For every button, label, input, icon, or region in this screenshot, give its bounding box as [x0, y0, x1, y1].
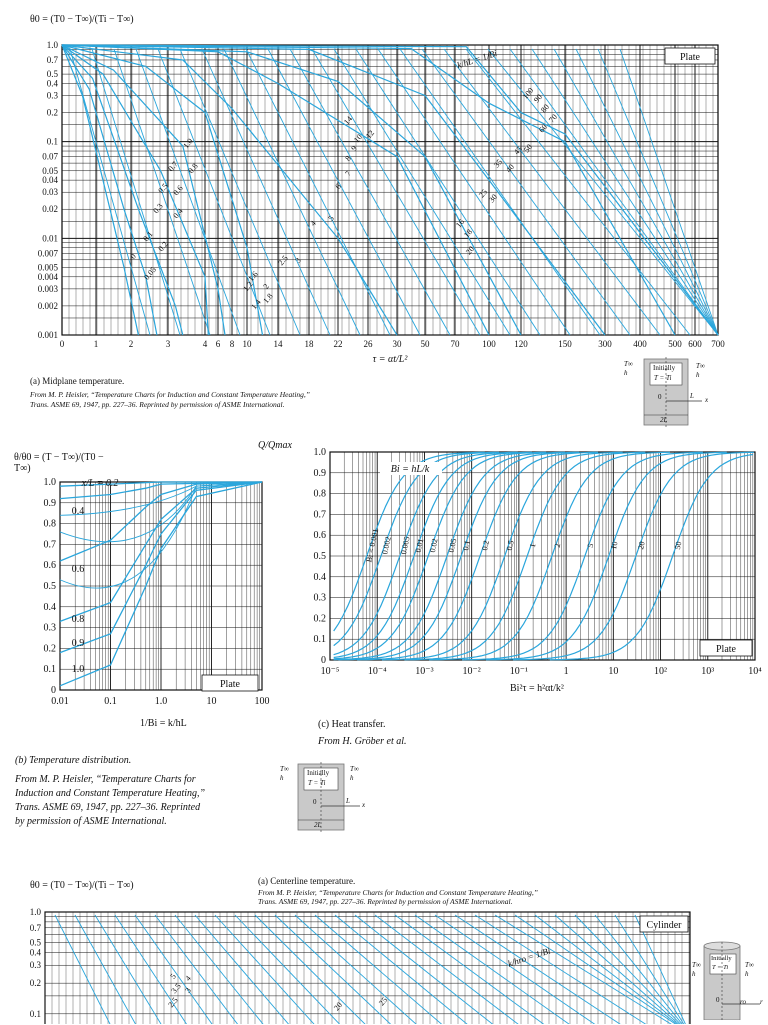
- x-tick-label: 150: [558, 339, 572, 349]
- curve-label: 16: [454, 217, 467, 230]
- curve-label: 4: [308, 218, 318, 228]
- curve-label: 8: [343, 153, 353, 163]
- cyl-initially: Initially: [711, 955, 732, 962]
- slab-diagram-top: [620, 355, 720, 430]
- curve-family-line: [295, 915, 427, 1024]
- x-tick-label: 1: [563, 666, 569, 677]
- curve-label: 0.5: [156, 181, 170, 196]
- y-tick-label: 0.9: [313, 467, 326, 479]
- curve-label: 0.8: [71, 614, 85, 625]
- curve-label: 10: [609, 540, 620, 551]
- curve-label: 7: [343, 168, 353, 178]
- curve-label: 1.6: [246, 269, 260, 284]
- x-tick-label: 10⁻⁴: [367, 666, 387, 677]
- curve-family-line: [195, 915, 297, 1024]
- y-tick-label: 0.007: [37, 248, 58, 259]
- curve-label: 0.6: [171, 183, 185, 198]
- curve-label: 70: [547, 112, 560, 125]
- x-tick-label: 6: [215, 339, 221, 349]
- curve-label: 45: [512, 144, 525, 157]
- mid-right-caption: (c) Heat transfer.: [318, 719, 386, 730]
- curve-label: 0.05: [446, 537, 459, 554]
- curve-family-line: [95, 915, 167, 1024]
- curve-label: 20: [636, 540, 647, 551]
- cyl-r: r: [760, 998, 763, 1006]
- curve-label: 2.5: [276, 253, 290, 268]
- cyl-h-left: h: [692, 970, 696, 978]
- x-tick-label: 1.0: [154, 696, 168, 707]
- y-tick-label: 0.003: [37, 283, 58, 294]
- mid-left-cite-line: by permission of ASME International.: [15, 816, 167, 827]
- x-tick-label: 10⁻²: [462, 666, 481, 677]
- y-tick-label: 0.5: [46, 69, 58, 80]
- mid-left-caption: (b) Temperature distribution.: [15, 755, 132, 766]
- curve-label: 10: [352, 132, 365, 145]
- x-tick-label: 3: [165, 339, 171, 349]
- mid-left-cite: [15, 773, 275, 829]
- curve-family-line: [135, 915, 219, 1024]
- x-tick-label: 0.1: [104, 696, 117, 707]
- x-tick-label: 10: [242, 339, 252, 349]
- y-tick-label: 0: [321, 655, 326, 666]
- y-tick-label: 0.3: [43, 622, 56, 634]
- curve-label: 50: [672, 540, 684, 551]
- x-tick-label: 600: [688, 339, 702, 349]
- cyl-zero: 0: [716, 996, 720, 1004]
- curve-label: 5: [326, 213, 336, 223]
- slab-L: L: [690, 392, 694, 400]
- slab-h-left: h: [624, 369, 628, 377]
- curve-label: 1.4: [249, 297, 263, 312]
- y-tick-label: 0.7: [46, 54, 58, 65]
- y-tick-label: 0.4: [46, 78, 58, 89]
- curve-label: 0.6: [71, 564, 85, 575]
- x-tick-label: 50: [420, 339, 430, 349]
- curve-label: 5: [168, 971, 178, 981]
- curve-label: 20: [464, 244, 477, 257]
- x-tick-label: 18: [304, 339, 314, 349]
- y-tick-label: 0.2: [29, 978, 41, 989]
- y-tick-label: 0.1: [43, 664, 56, 676]
- y-tick-label: 0.7: [313, 509, 326, 521]
- x-tick-label: 100: [254, 696, 270, 707]
- y-tick-label: 0.5: [43, 581, 56, 592]
- curve-label: 1: [527, 542, 538, 549]
- curve-label: Bi = 0.001: [364, 527, 381, 564]
- x-tick-label: 4: [202, 339, 208, 349]
- curve-label: 3: [293, 255, 303, 265]
- curve-label: 50: [522, 142, 535, 155]
- curve-label: 14: [342, 114, 355, 127]
- bottom-cite-2: Trans. ASME 69, 1947, pp. 227–36. Reprinted by permission of ASME International.: [258, 897, 513, 906]
- curve-label: 2.5: [166, 995, 180, 1010]
- y-tick-label: 0.3: [29, 960, 41, 971]
- slab-zero: 0: [658, 393, 662, 401]
- y-tick-label: 0.2: [46, 107, 58, 118]
- bottom-ylabel: θ0 = (T0 − T∞)/(Ti − T∞): [30, 880, 134, 891]
- curve-label: 3.5: [169, 981, 183, 996]
- y-tick-label: 0.3: [46, 90, 58, 101]
- y-tick-label: 0.02: [42, 204, 58, 215]
- top-caption: (a) Midplane temperature.: [30, 376, 125, 386]
- slab-h-left: h: [280, 774, 284, 782]
- x-tick-label: 10: [206, 696, 217, 707]
- slab-L: L: [346, 797, 350, 805]
- curve-family-line: [55, 915, 115, 1024]
- x-tick-label: 10⁴: [748, 666, 762, 677]
- curve-label: 0.4: [171, 206, 185, 221]
- curve-label: 0.02: [427, 537, 440, 554]
- y-tick-label: 0.4: [313, 571, 326, 583]
- y-tick-label: 0.1: [313, 634, 326, 646]
- bottom-cite-1: From M. P. Heisler, “Temperature Charts for Induction and Constant Temperature Heating,”: [258, 888, 538, 897]
- legend-text: Plate: [716, 644, 736, 655]
- y-tick-label: 0.002: [37, 300, 58, 311]
- x-tick-label: 120: [514, 339, 528, 349]
- x-tick-label: 0: [59, 339, 65, 349]
- y-tick-label: 0.1: [29, 1008, 41, 1019]
- y-tick-label: 0.2: [313, 613, 326, 625]
- curve-label: 1.8: [261, 291, 275, 306]
- y-tick-label: 0.5: [313, 551, 326, 562]
- cyl-h-right: h: [745, 970, 749, 978]
- curve-family-line: [335, 915, 479, 1024]
- legend-text: Cylinder: [646, 920, 682, 931]
- slab-x: x: [705, 396, 709, 404]
- x-tick-label: 700: [711, 339, 725, 349]
- curve-label: 0.05: [142, 265, 159, 282]
- mid-left-ylabel: θ/θ0 = (T − T∞)/(T0 − T∞): [14, 452, 104, 474]
- curve-label: 0.4: [71, 506, 85, 517]
- annot-k-hro: k/hro = 1/Bi: [506, 945, 552, 969]
- curve-label: 0.5: [504, 539, 516, 552]
- y-tick-label: 0.8: [43, 518, 56, 530]
- x-tick-label: 14: [273, 339, 283, 349]
- slab-tinf-left: T∞: [624, 360, 633, 368]
- mid-left-cite-line: Induction and Constant Temperature Heating,”: [15, 788, 206, 799]
- slab-tinf-left: T∞: [280, 765, 289, 773]
- curve-0.01: [334, 452, 532, 657]
- y-tick-label: 0.04: [42, 175, 58, 186]
- y-tick-label: 0: [51, 685, 56, 696]
- y-tick-label: 0.1: [46, 136, 58, 147]
- cyl-tinf-right: T∞: [745, 961, 754, 969]
- curve-label: 5: [585, 542, 596, 549]
- curve-label: 0.2: [156, 239, 170, 254]
- curve-label: 90: [532, 92, 545, 105]
- curve-label: 0.9: [71, 638, 85, 649]
- y-tick-label: 0.7: [29, 922, 41, 933]
- slab-initially: Initially: [653, 364, 676, 372]
- cylinder-diagram: [690, 940, 768, 1020]
- y-tick-label: 0.01: [42, 233, 58, 244]
- cyl-teq: T = Ti: [712, 964, 729, 971]
- y-tick-label: 0.6: [313, 530, 326, 542]
- x-tick-label: 10³: [701, 666, 715, 677]
- legend-text: Plate: [220, 679, 240, 690]
- curve-label: 6: [333, 181, 343, 191]
- slab-tinf-right: T∞: [350, 765, 359, 773]
- cyl-tinf-left: T∞: [692, 961, 701, 969]
- curve-family-line: [175, 915, 271, 1024]
- y-tick-label: 0.07: [42, 151, 58, 162]
- mid-left-cite-line: Trans. ASME 69, 1947, pp. 227–36. Reprinted: [15, 802, 201, 813]
- slab-teq: T = Ti: [308, 779, 326, 787]
- mid-right-xlabel: Bi²τ = h²αt/k²: [510, 683, 564, 694]
- x-tick-label: 26: [363, 339, 373, 349]
- curve-label: 1.0: [71, 664, 85, 675]
- y-tick-label: 0.5: [29, 937, 41, 948]
- y-tick-label: 1.0: [29, 907, 41, 917]
- top-cite-2: Trans. ASME 69, 1947, pp. 227–36. Reprinted by permission of ASME International.: [30, 400, 285, 409]
- y-tick-label: 0.001: [37, 330, 58, 340]
- curve-label: 0.1: [461, 539, 473, 552]
- curve-label: 12: [364, 128, 377, 141]
- x-tick-label: 400: [633, 339, 647, 349]
- x-tick-label: 10⁻¹: [509, 666, 529, 677]
- curve-label: 2: [261, 281, 271, 291]
- curve-label: 9: [349, 143, 359, 153]
- x-tick-label: 10²: [654, 666, 668, 677]
- curve-label: 40: [504, 162, 517, 175]
- x-axis-label: τ = αt/L²: [372, 354, 408, 365]
- slab-diagram-mid: [278, 760, 378, 835]
- y-tick-label: 0.9: [43, 497, 56, 509]
- top-cite-1: From M. P. Heisler, “Temperature Charts for Induction and Constant Temperature Heating,”: [30, 390, 310, 399]
- curve-label: 30: [487, 192, 500, 205]
- y-tick-label: 1.0: [313, 447, 326, 458]
- y-tick-label: 0.3: [313, 592, 326, 604]
- curve-family-line: [255, 915, 375, 1024]
- x-tick-label: 100: [482, 339, 496, 349]
- curve-label: 25: [377, 995, 390, 1008]
- y-tick-label: 1.0: [43, 477, 56, 488]
- curve-label: 0.1: [141, 229, 155, 244]
- curve-1.0: [62, 45, 225, 335]
- y-tick-label: 0.05: [42, 165, 58, 176]
- bottom-caption: (a) Centerline temperature.: [258, 876, 356, 886]
- slab-h-right: h: [350, 774, 354, 782]
- x-tick-label: 500: [668, 339, 682, 349]
- slab-zero: 0: [313, 798, 317, 806]
- y-tick-label: 0.6: [43, 560, 56, 572]
- x-tick-label: 10⁻³: [415, 666, 434, 677]
- y-tick-label: 0.2: [43, 643, 56, 655]
- param-label: Bi = hL/k: [390, 464, 430, 475]
- curve-label: 0.002: [380, 535, 393, 556]
- slab-tinf-right: T∞: [696, 362, 705, 370]
- y-tick-label: 0.004: [37, 271, 58, 282]
- x-tick-label: 300: [598, 339, 612, 349]
- slab-initially: Initially: [307, 769, 330, 777]
- annot-k-hL: k/hL = 1/Bi: [455, 47, 499, 71]
- x-tick-label: 10⁻⁵: [320, 666, 340, 677]
- slab-x: x: [362, 801, 366, 809]
- curve-family-line: [415, 915, 583, 1024]
- y-tick-label: 0.005: [37, 262, 58, 273]
- curve-label: 0.005: [399, 535, 412, 556]
- curve-label: 0.3: [151, 201, 165, 216]
- top-ylabel: θ0 = (T0 − T∞)/(Ti − T∞): [30, 14, 134, 25]
- curve-label: 0.8: [186, 161, 200, 176]
- mid-right-cite: From H. Gröber et al.: [318, 736, 407, 747]
- mid-left-chart: [0, 470, 300, 720]
- curve-label: 25: [477, 187, 490, 200]
- y-tick-label: 1.0: [46, 40, 58, 50]
- curve-label: 1.2: [241, 279, 255, 294]
- curve-label: 35: [492, 157, 505, 170]
- y-tick-label: 0.4: [29, 947, 41, 958]
- curve-label: 0.01: [413, 537, 426, 554]
- curve-0.005: [334, 452, 518, 654]
- mid-right-chart: [300, 440, 768, 700]
- y-tick-label: 0.8: [313, 488, 326, 500]
- x-tick-label: 0.01: [51, 696, 69, 707]
- curve-label: 0: [128, 251, 138, 261]
- param-label: x/L = 0.2: [81, 478, 119, 489]
- bottom-chart: [0, 900, 768, 1024]
- x-tick-label: 2: [128, 339, 134, 349]
- y-tick-label: 0.4: [43, 601, 56, 613]
- mid-left-xlabel: 1/Bi = k/hL: [140, 718, 187, 729]
- y-tick-label: 0.7: [43, 539, 56, 551]
- curve-label: 3: [183, 985, 193, 995]
- slab-2L: 2L: [314, 821, 322, 829]
- mid-left-cite-line: From M. P. Heisler, “Temperature Charts for: [15, 774, 196, 785]
- legend-text: Plate: [680, 52, 700, 63]
- cyl-ro: ro: [740, 998, 746, 1006]
- curve-label: 0.2: [480, 539, 491, 552]
- curve-label: 0.7: [166, 159, 180, 174]
- x-tick-label: 8: [229, 339, 235, 349]
- curve-label: 18: [462, 227, 475, 240]
- curve-label: 4: [183, 973, 193, 983]
- x-tick-label: 1: [93, 339, 99, 349]
- slab-teq: T = Ti: [654, 374, 672, 382]
- x-tick-label: 22: [333, 339, 343, 349]
- curve-label: 100: [520, 85, 536, 101]
- curve-family-line: [395, 915, 557, 1024]
- curve-label: 20: [332, 1000, 345, 1013]
- y-tick-label: 0.03: [42, 187, 58, 198]
- curve-label: 2: [552, 542, 563, 549]
- curve-25: [62, 45, 605, 335]
- curve-label: 1.0: [181, 136, 195, 151]
- curve-label: 60: [537, 122, 550, 135]
- curve-label: 80: [539, 102, 552, 115]
- mid-right-ylabel: Q/Qmax: [258, 440, 292, 451]
- slab-h-right: h: [696, 371, 700, 379]
- slab-2L: 2L: [660, 416, 668, 424]
- x-tick-label: 10: [608, 666, 619, 677]
- x-tick-label: 30: [392, 339, 402, 349]
- x-tick-label: 70: [450, 339, 460, 349]
